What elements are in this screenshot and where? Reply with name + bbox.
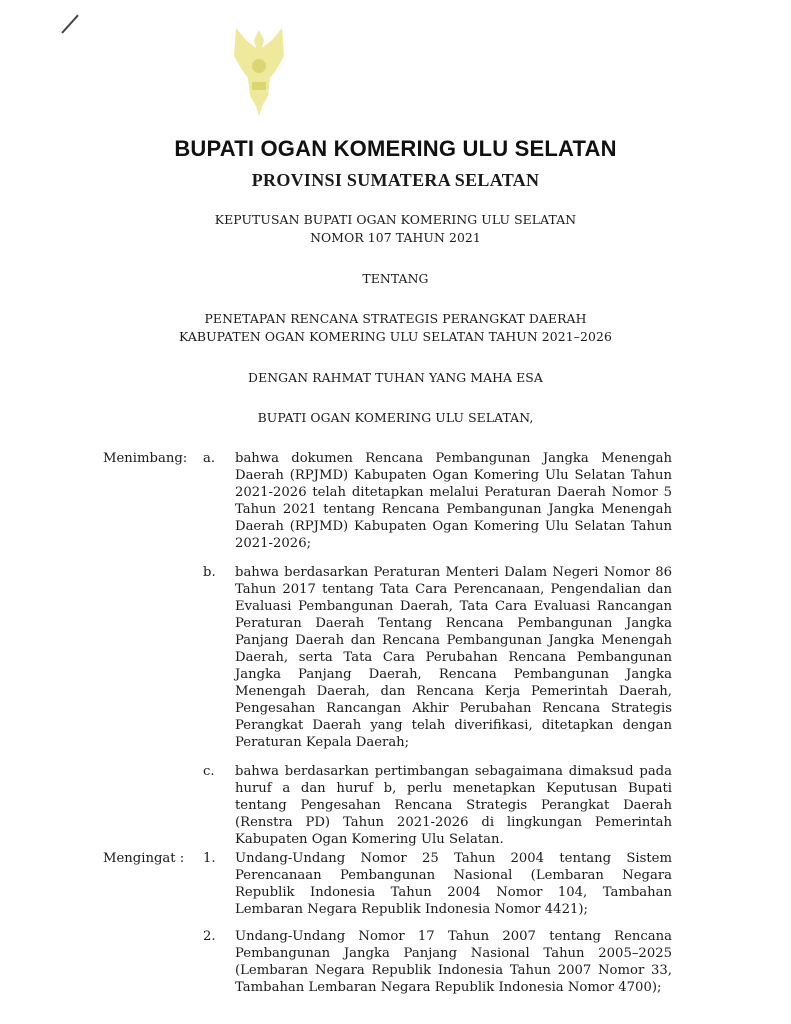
- section-label: Mengingat :: [103, 851, 185, 866]
- list-item: [203, 763, 683, 848]
- grace-line: DENGAN RAHMAT TUHAN YANG MAHA ESA: [248, 370, 543, 385]
- mengingat-section: [103, 850, 683, 996]
- subject-line-2: KABUPATEN OGAN KOMERING ULU SELATAN TAHUN 2021–2026: [179, 329, 612, 344]
- section-label: Menimbang:: [103, 451, 188, 466]
- about-heading: TENTANG: [362, 271, 429, 286]
- item-marker: c.: [203, 764, 215, 779]
- item-marker: 2.: [203, 929, 216, 944]
- item-text: bahwa berdasarkan Peraturan Menteri Dalam Negeri Nomor 86 Tahun 2017 tentang Tata Cara Perencanaan, Pengendalian dan Evaluasi Pembangunan Daerah, Tata Cara Evaluasi Rancangan Peraturan Daerah Tentang Rencana Pembangunan Jangka Panjang Daerah dan Rencana Pembangunan Jangka Menengah Daerah, serta Tata Cara Perubahan Rencana Pembangunan Jangka Panjang Daerah, Rencana Pembangunan Jangka Menengah Daerah, dan Rencana Kerja Pemerintah Daerah, Pengesahan Rancangan Akhir Perubahan Rencana Strategis Perangkat Daerah yang telah diverifikasi, ditetapkan dengan Peraturan Kepala Daerah;: [235, 565, 672, 750]
- list-item: [103, 850, 683, 918]
- pen-mark: [61, 14, 79, 33]
- authority-line: BUPATI OGAN KOMERING ULU SELATAN,: [257, 410, 534, 425]
- subject-line-1: PENETAPAN RENCANA STRATEGIS PERANGKAT DAERAH: [204, 311, 587, 326]
- item-text: bahwa berdasarkan pertimbangan sebagaimana dimaksud pada huruf a dan huruf b, perlu menetapkan Keputusan Bupati tentang Pengesahan Rencana Strategis Perangkat Daerah (Renstra PD) Tahun 2021-2026 di lingkungan Pemerintah Kabupaten Ogan Komering Ulu Selatan.: [235, 764, 672, 847]
- province-title: PROVINSI SUMATERA SELATAN: [251, 170, 540, 190]
- list-item: [203, 928, 683, 996]
- item-marker: b.: [203, 565, 216, 580]
- garuda-emblem-icon: [232, 26, 286, 118]
- list-item: [103, 450, 683, 552]
- item-text: Undang-Undang Nomor 25 Tahun 2004 tentang Sistem Perencanaan Pembangunan Nasional (Lembaran Negara Republik Indonesia Tahun 2004 Nomor 104, Tambahan Lembaran Negara Republik Indonesia Nomor 4421);: [235, 851, 672, 917]
- decree-title: KEPUTUSAN BUPATI OGAN KOMERING ULU SELATAN: [214, 212, 577, 227]
- menimbang-section: [103, 450, 683, 848]
- item-marker: a.: [203, 451, 216, 466]
- item-marker: 1.: [203, 851, 216, 866]
- issuer-title: BUPATI OGAN KOMERING ULU SELATAN: [174, 136, 617, 161]
- list-item: [203, 564, 683, 751]
- decree-number: NOMOR 107 TAHUN 2021: [310, 230, 481, 245]
- item-text: bahwa dokumen Rencana Pembangunan Jangka Menengah Daerah (RPJMD) Kabupaten Ogan Komering Ulu Selatan Tahun 2021-2026 telah ditetapkan melalui Peraturan Daerah Nomor 5 Tahun 2021 tentang Rencana Pembangunan Jangka Menengah Daerah (RPJMD) Kabupaten Ogan Komering Ulu Selatan Tahun 2021-2026;: [235, 451, 672, 551]
- item-text: Undang-Undang Nomor 17 Tahun 2007 tentang Rencana Pembangunan Jangka Panjang Nasional Tahun 2005–2025 (Lembaran Negara Republik Indonesia Tahun 2007 Nomor 33, Tambahan Lembaran Negara Republik Indonesia Nomor 4700);: [235, 929, 672, 995]
